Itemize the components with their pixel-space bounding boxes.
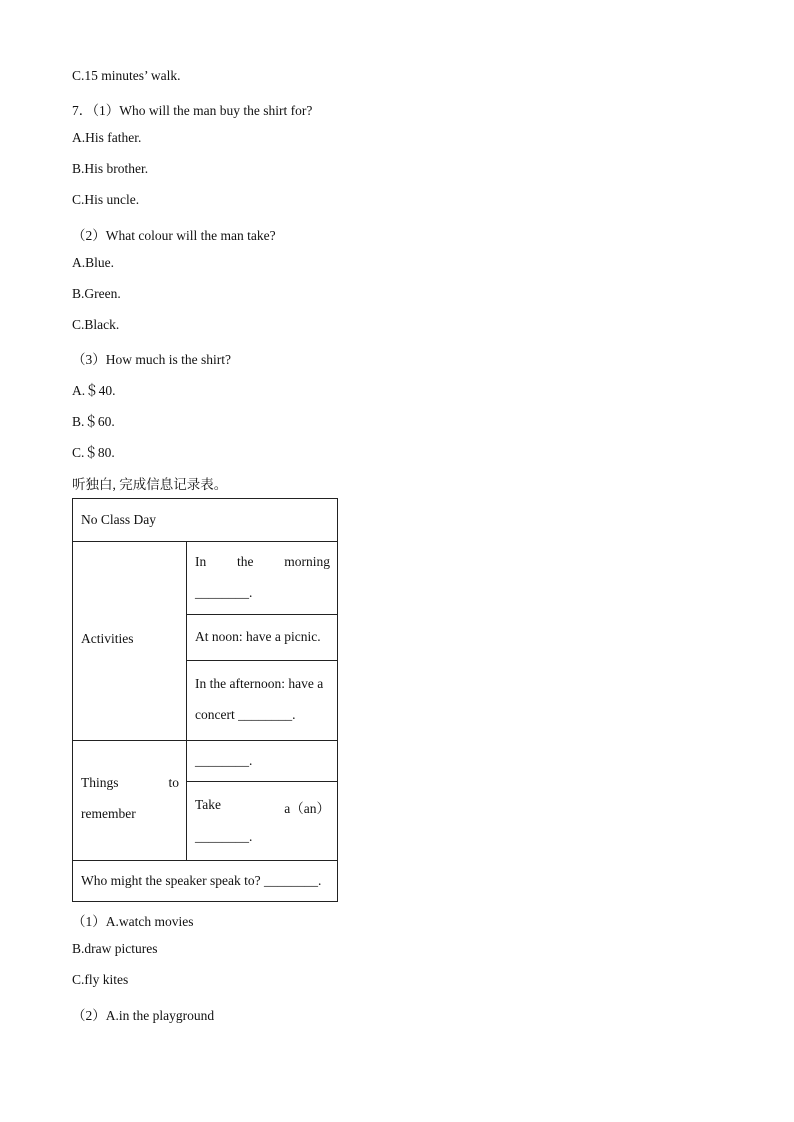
- table-rule: [187, 781, 337, 782]
- table-rule: [187, 614, 337, 615]
- things-word: Things: [81, 775, 119, 790]
- things-word: to: [168, 775, 179, 790]
- option-line: B.His brother.: [72, 161, 149, 176]
- remember-row-2: [195, 797, 330, 817]
- option-line: B.Green.: [72, 286, 121, 301]
- remember-blank-2: ________.: [195, 829, 253, 844]
- question-7-2: （2）What colour will the man take?: [72, 228, 276, 243]
- table-rule: [187, 660, 337, 661]
- morning-word: the: [237, 554, 254, 569]
- table-title: No Class Day: [81, 512, 156, 527]
- option-line: A.＄40.: [72, 383, 116, 398]
- noon-activity: At noon: have a picnic.: [195, 629, 321, 644]
- activities-label: Activities: [81, 631, 134, 646]
- table-rule: [73, 541, 337, 542]
- morning-word: morning: [284, 554, 330, 569]
- option-line: （1）A.watch movies: [72, 914, 194, 929]
- morning-row: [195, 554, 330, 570]
- option-line: B.＄60.: [72, 414, 115, 429]
- morning-blank: ________.: [195, 585, 253, 600]
- option-line: A.His father.: [72, 130, 142, 145]
- remember-blank-1: ________.: [195, 753, 253, 768]
- morning-word: In: [195, 554, 207, 569]
- option-line: C.＄80.: [72, 445, 115, 460]
- question-7-1: 7．（1）Who will the man buy the shirt for?: [72, 103, 313, 118]
- remember-word: a（an）: [284, 801, 330, 816]
- option-line: C.Black.: [72, 317, 120, 332]
- things-label-row: [81, 775, 179, 791]
- option-line: A.Blue.: [72, 255, 114, 270]
- afternoon-line-1: In the afternoon: have a: [195, 676, 324, 691]
- table-rule: [73, 860, 337, 861]
- section-instruction: 听独白, 完成信息记录表。: [72, 477, 228, 492]
- table-rule: [73, 740, 337, 741]
- remember-word: Take: [195, 797, 222, 812]
- afternoon-line-2: concert ________.: [195, 707, 296, 722]
- option-line: C.His uncle.: [72, 192, 140, 207]
- table-rule: [186, 541, 187, 860]
- info-record-table: [72, 498, 338, 902]
- things-label-line-2: remember: [81, 806, 136, 821]
- option-line: C.15 minutes’ walk.: [72, 68, 181, 83]
- table-footer-question: Who might the speaker speak to? ________.: [81, 873, 322, 888]
- option-line: C.fly kites: [72, 972, 129, 987]
- question-7-3: （3）How much is the shirt?: [72, 352, 231, 367]
- option-line: （2）A.in the playground: [72, 1008, 215, 1023]
- option-line: B.draw pictures: [72, 941, 158, 956]
